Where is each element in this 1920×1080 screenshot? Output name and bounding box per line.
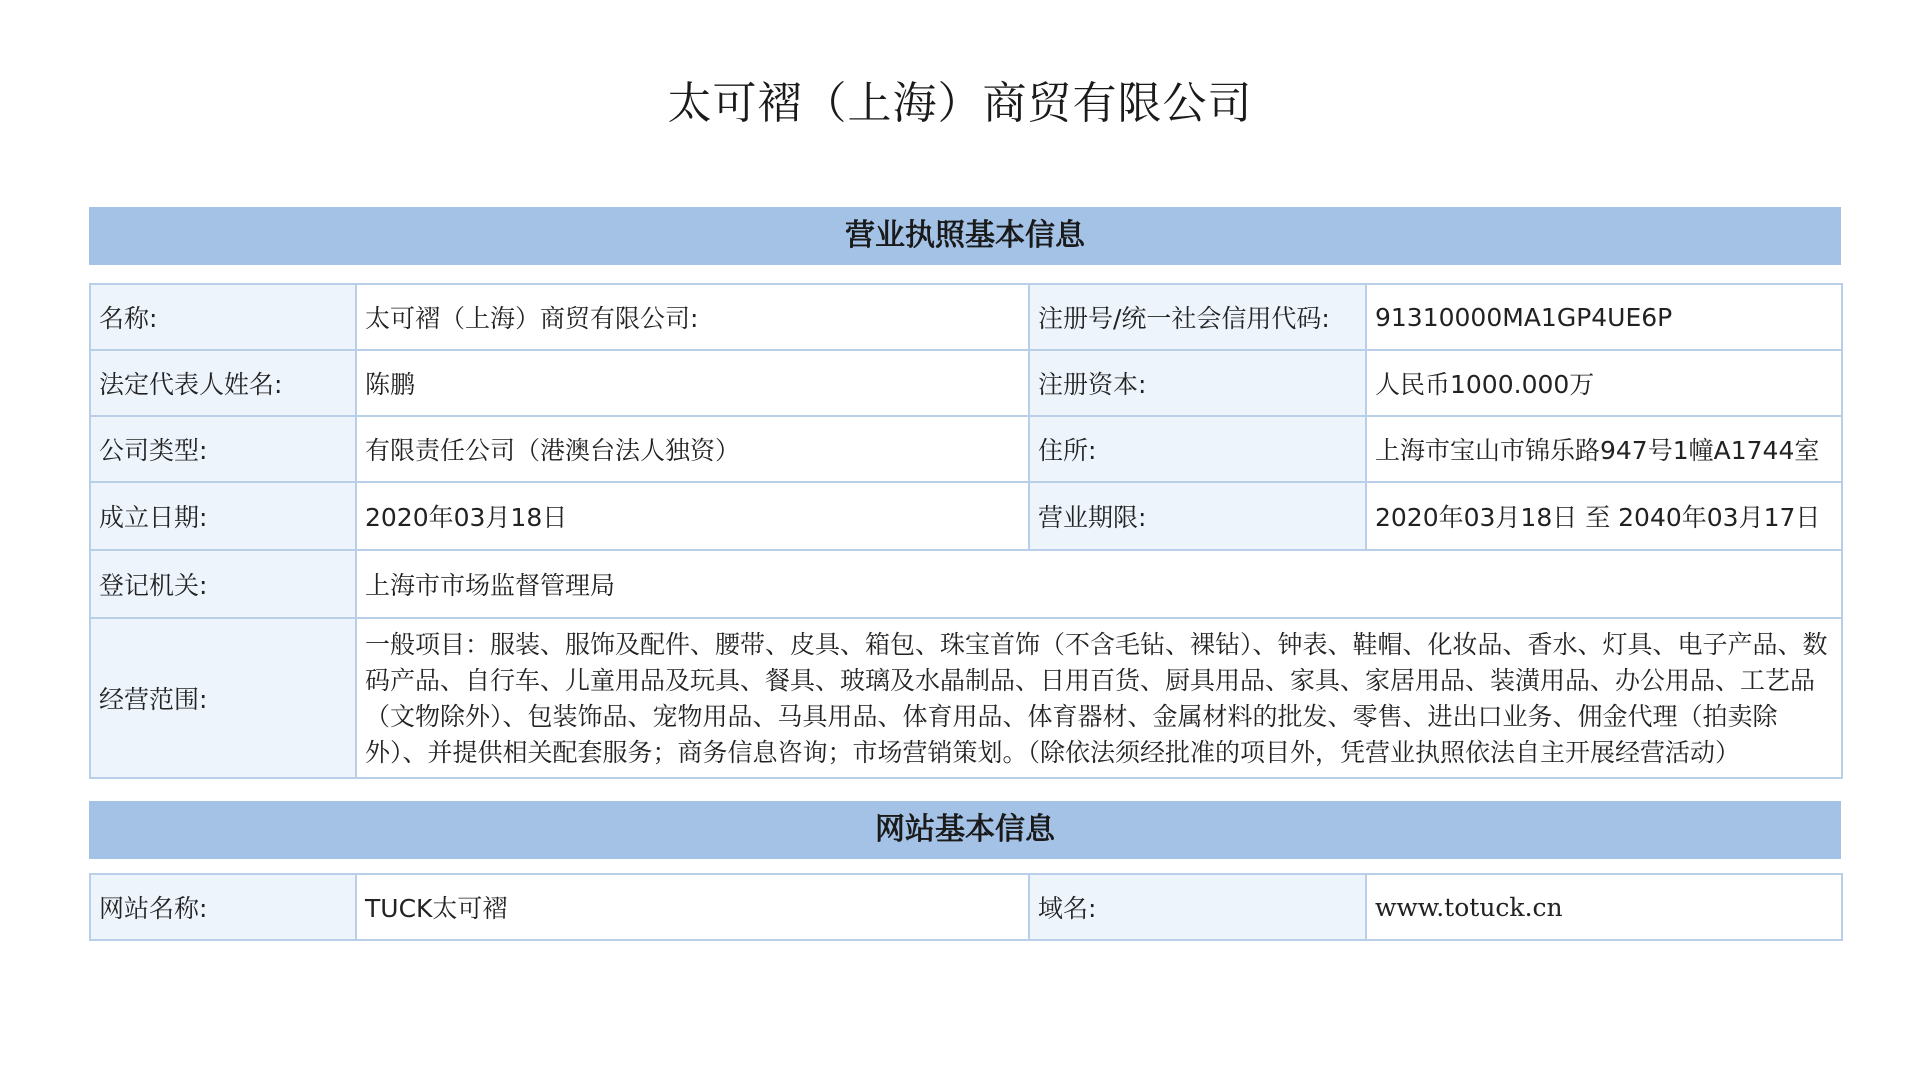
capital-label: 注册资本:: [1029, 350, 1366, 416]
table-row: [90, 284, 1842, 350]
authority-label: 登记机关:: [90, 550, 356, 618]
domain-label: 域名:: [1029, 874, 1366, 940]
site-name-label: 网站名称:: [90, 874, 356, 940]
legal-rep-label: 法定代表人姓名:: [90, 350, 356, 416]
term-label: 营业期限:: [1029, 482, 1366, 550]
scope-label: 经营范围:: [90, 618, 356, 778]
license-info-table: [89, 283, 1843, 779]
term-value: 2020年03月18日 至 2040年03月17日: [1366, 482, 1842, 550]
license-section: [89, 207, 1841, 779]
table-row: [90, 550, 1842, 618]
domain-value[interactable]: www.totuck.cn: [1366, 874, 1842, 940]
scope-value: 一般项目：服装、服饰及配件、腰带、皮具、箱包、珠宝首饰（不含毛钻、裸钻）、钟表、鞋帽、化妆品、香水、灯具、电子产品、数码产品、自行车、儿童用品及玩具、餐具、玻璃及水晶制品、日用百货、厨具用品、家具、家居用品、装潢用品、办公用品、工艺品（文物除外）、包装饰品、宠物用品、马具用品、体育用品、体育器材、金属材料的批发、零售、进出口业务、佣金代理（拍卖除外）、并提供相关配套服务；商务信息咨询；市场营销策划。（除依法须经批准的项目外，凭营业执照依法自主开展经营活动）: [356, 618, 1842, 778]
table-row: [90, 618, 1842, 778]
table-row: [90, 350, 1842, 416]
website-section: [89, 801, 1841, 941]
address-value: 上海市宝山市锦乐路947号1幢A1744室: [1366, 416, 1842, 482]
address-label: 住所:: [1029, 416, 1366, 482]
established-label: 成立日期:: [90, 482, 356, 550]
capital-value: 人民币1000.000万: [1366, 350, 1842, 416]
table-row: [90, 482, 1842, 550]
legal-rep-value: 陈鹏: [356, 350, 1029, 416]
authority-value: 上海市市场监督管理局: [356, 550, 1842, 618]
table-row: [90, 416, 1842, 482]
website-section-header: 网站基本信息: [89, 801, 1841, 859]
name-label: 名称:: [90, 284, 356, 350]
page-title: 太可褶（上海）商贸有限公司: [667, 78, 1253, 129]
website-info-table: [89, 873, 1843, 941]
site-name-value: TUCK太可褶: [356, 874, 1029, 940]
type-value: 有限责任公司（港澳台法人独资）: [356, 416, 1029, 482]
reg-code-label: 注册号/统一社会信用代码:: [1029, 284, 1366, 350]
table-row: [90, 874, 1842, 940]
type-label: 公司类型:: [90, 416, 356, 482]
reg-code-value: 91310000MA1GP4UE6P: [1366, 284, 1842, 350]
name-value: 太可褶（上海）商贸有限公司:: [356, 284, 1029, 350]
license-section-header: 营业执照基本信息: [89, 207, 1841, 265]
established-value: 2020年03月18日: [356, 482, 1029, 550]
